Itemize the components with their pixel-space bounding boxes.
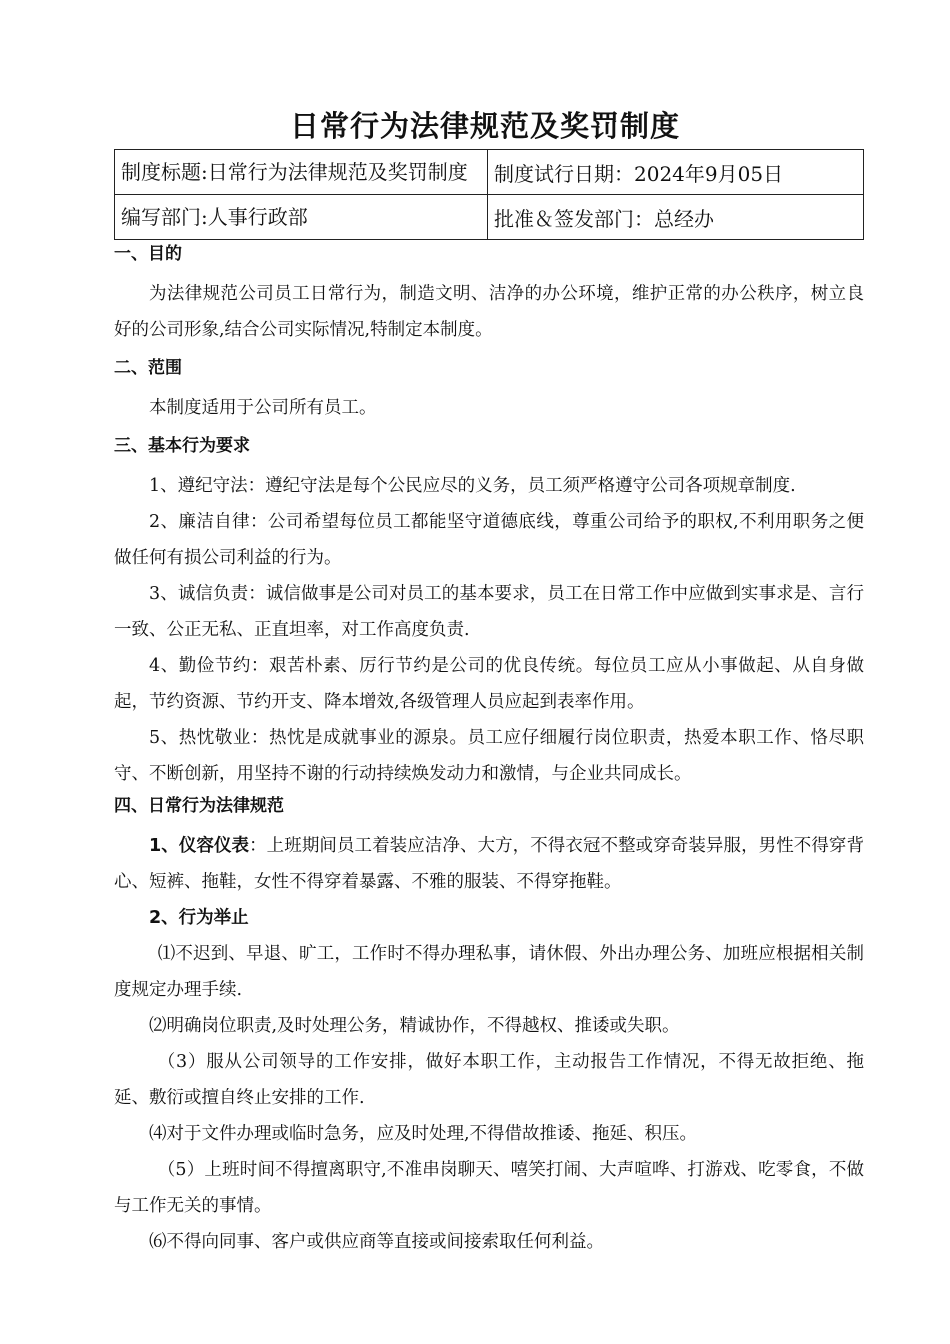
policy-title-cell: 制度标题:日常行为法律规范及奖罚制度: [115, 150, 488, 195]
meta-row: [115, 150, 864, 195]
list-item: ⑵明确岗位职责,及时处理公务，精诚协作，不得越权、推诿或失职。: [149, 1016, 680, 1036]
meta-table: [114, 149, 864, 240]
paragraph: 3、诚信负责：诚信做事是公司对员工的基本要求，员工在日常工作中应做到实事求是、言行一致、公正无私、正直坦率，对工作高度负责.: [114, 584, 864, 640]
subsection-label: 2、行为举止: [149, 908, 249, 928]
meta-row: [115, 195, 864, 240]
section-heading-basic-requirements: 三、基本行为要求: [114, 436, 250, 456]
paragraph: 5、热忱敬业：热忱是成就事业的源泉。员工应仔细履行岗位职责，热爱本职工作、恪尽职守、不断创新，用坚持不谢的行动持续焕发动力和激情，与企业共同成长。: [114, 728, 864, 784]
paragraph: 为法律规范公司员工日常行为，制造文明、洁净的办公环境，维护正常的办公秩序，树立良好的公司形象,结合公司实际情况,特制定本制度。: [114, 284, 864, 340]
list-item: （5）上班时间不得擅离职守,不准串岗聊天、嘻笑打闹、大声喧哗、打游戏、吃零食，不做与工作无关的事情。: [114, 1160, 864, 1216]
paragraph: 1、遵纪守法：遵纪守法是每个公民应尽的义务，员工须严格遵守公司各项规章制度.: [149, 476, 796, 496]
list-item: ⑹不得向同事、客户或供应商等直接或间接索取任何利益。: [149, 1232, 604, 1252]
department-cell: 编写部门:人事行政部: [115, 195, 488, 240]
document-title: 日常行为法律规范及奖罚制度: [289, 109, 680, 143]
trial-date-cell: 制度试行日期：2024年9月05日: [488, 150, 864, 195]
section-heading-scope: 二、范围: [114, 358, 182, 378]
subsection-label: 1、仪容仪表: [149, 836, 250, 856]
paragraph: 本制度适用于公司所有员工。: [149, 398, 377, 418]
list-item: ⑷对于文件办理或临时急务，应及时处理,不得借故推诿、拖延、积压。: [149, 1124, 698, 1144]
section-heading-daily-conduct: 四、日常行为法律规范: [114, 796, 284, 816]
paragraph: 2、廉洁自律：公司希望每位员工都能坚守道德底线，尊重公司给予的职权,不利用职务之便做任何有损公司利益的行为。: [114, 512, 864, 568]
list-item: （3）服从公司领导的工作安排，做好本职工作，主动报告工作情况，不得无故拒绝、拖延、敷衍或擅自终止安排的工作.: [114, 1052, 864, 1108]
document-body: [114, 240, 864, 1260]
approval-cell: 批准＆签发部门：总经办: [488, 195, 864, 240]
list-item: ⑴不迟到、早退、旷工，工作时不得办理私事，请休假、外出办理公务、加班应根据相关制度规定办理手续.: [114, 944, 864, 1000]
subsection-text: ：上班期间员工着装应洁净、大方，不得衣冠不整或穿奇装异服，男性不得穿背心、短裤、拖鞋，女性不得穿着暴露、不雅的服装、不得穿拖鞋。: [114, 836, 864, 892]
paragraph: 4、勤俭节约：艰苦朴素、厉行节约是公司的优良传统。每位员工应从小事做起、从自身做起，节约资源、节约开支、降本增效,各级管理人员应起到表率作用。: [114, 656, 864, 712]
paragraph: [114, 828, 864, 900]
section-heading-purpose: 一、目的: [114, 244, 182, 264]
